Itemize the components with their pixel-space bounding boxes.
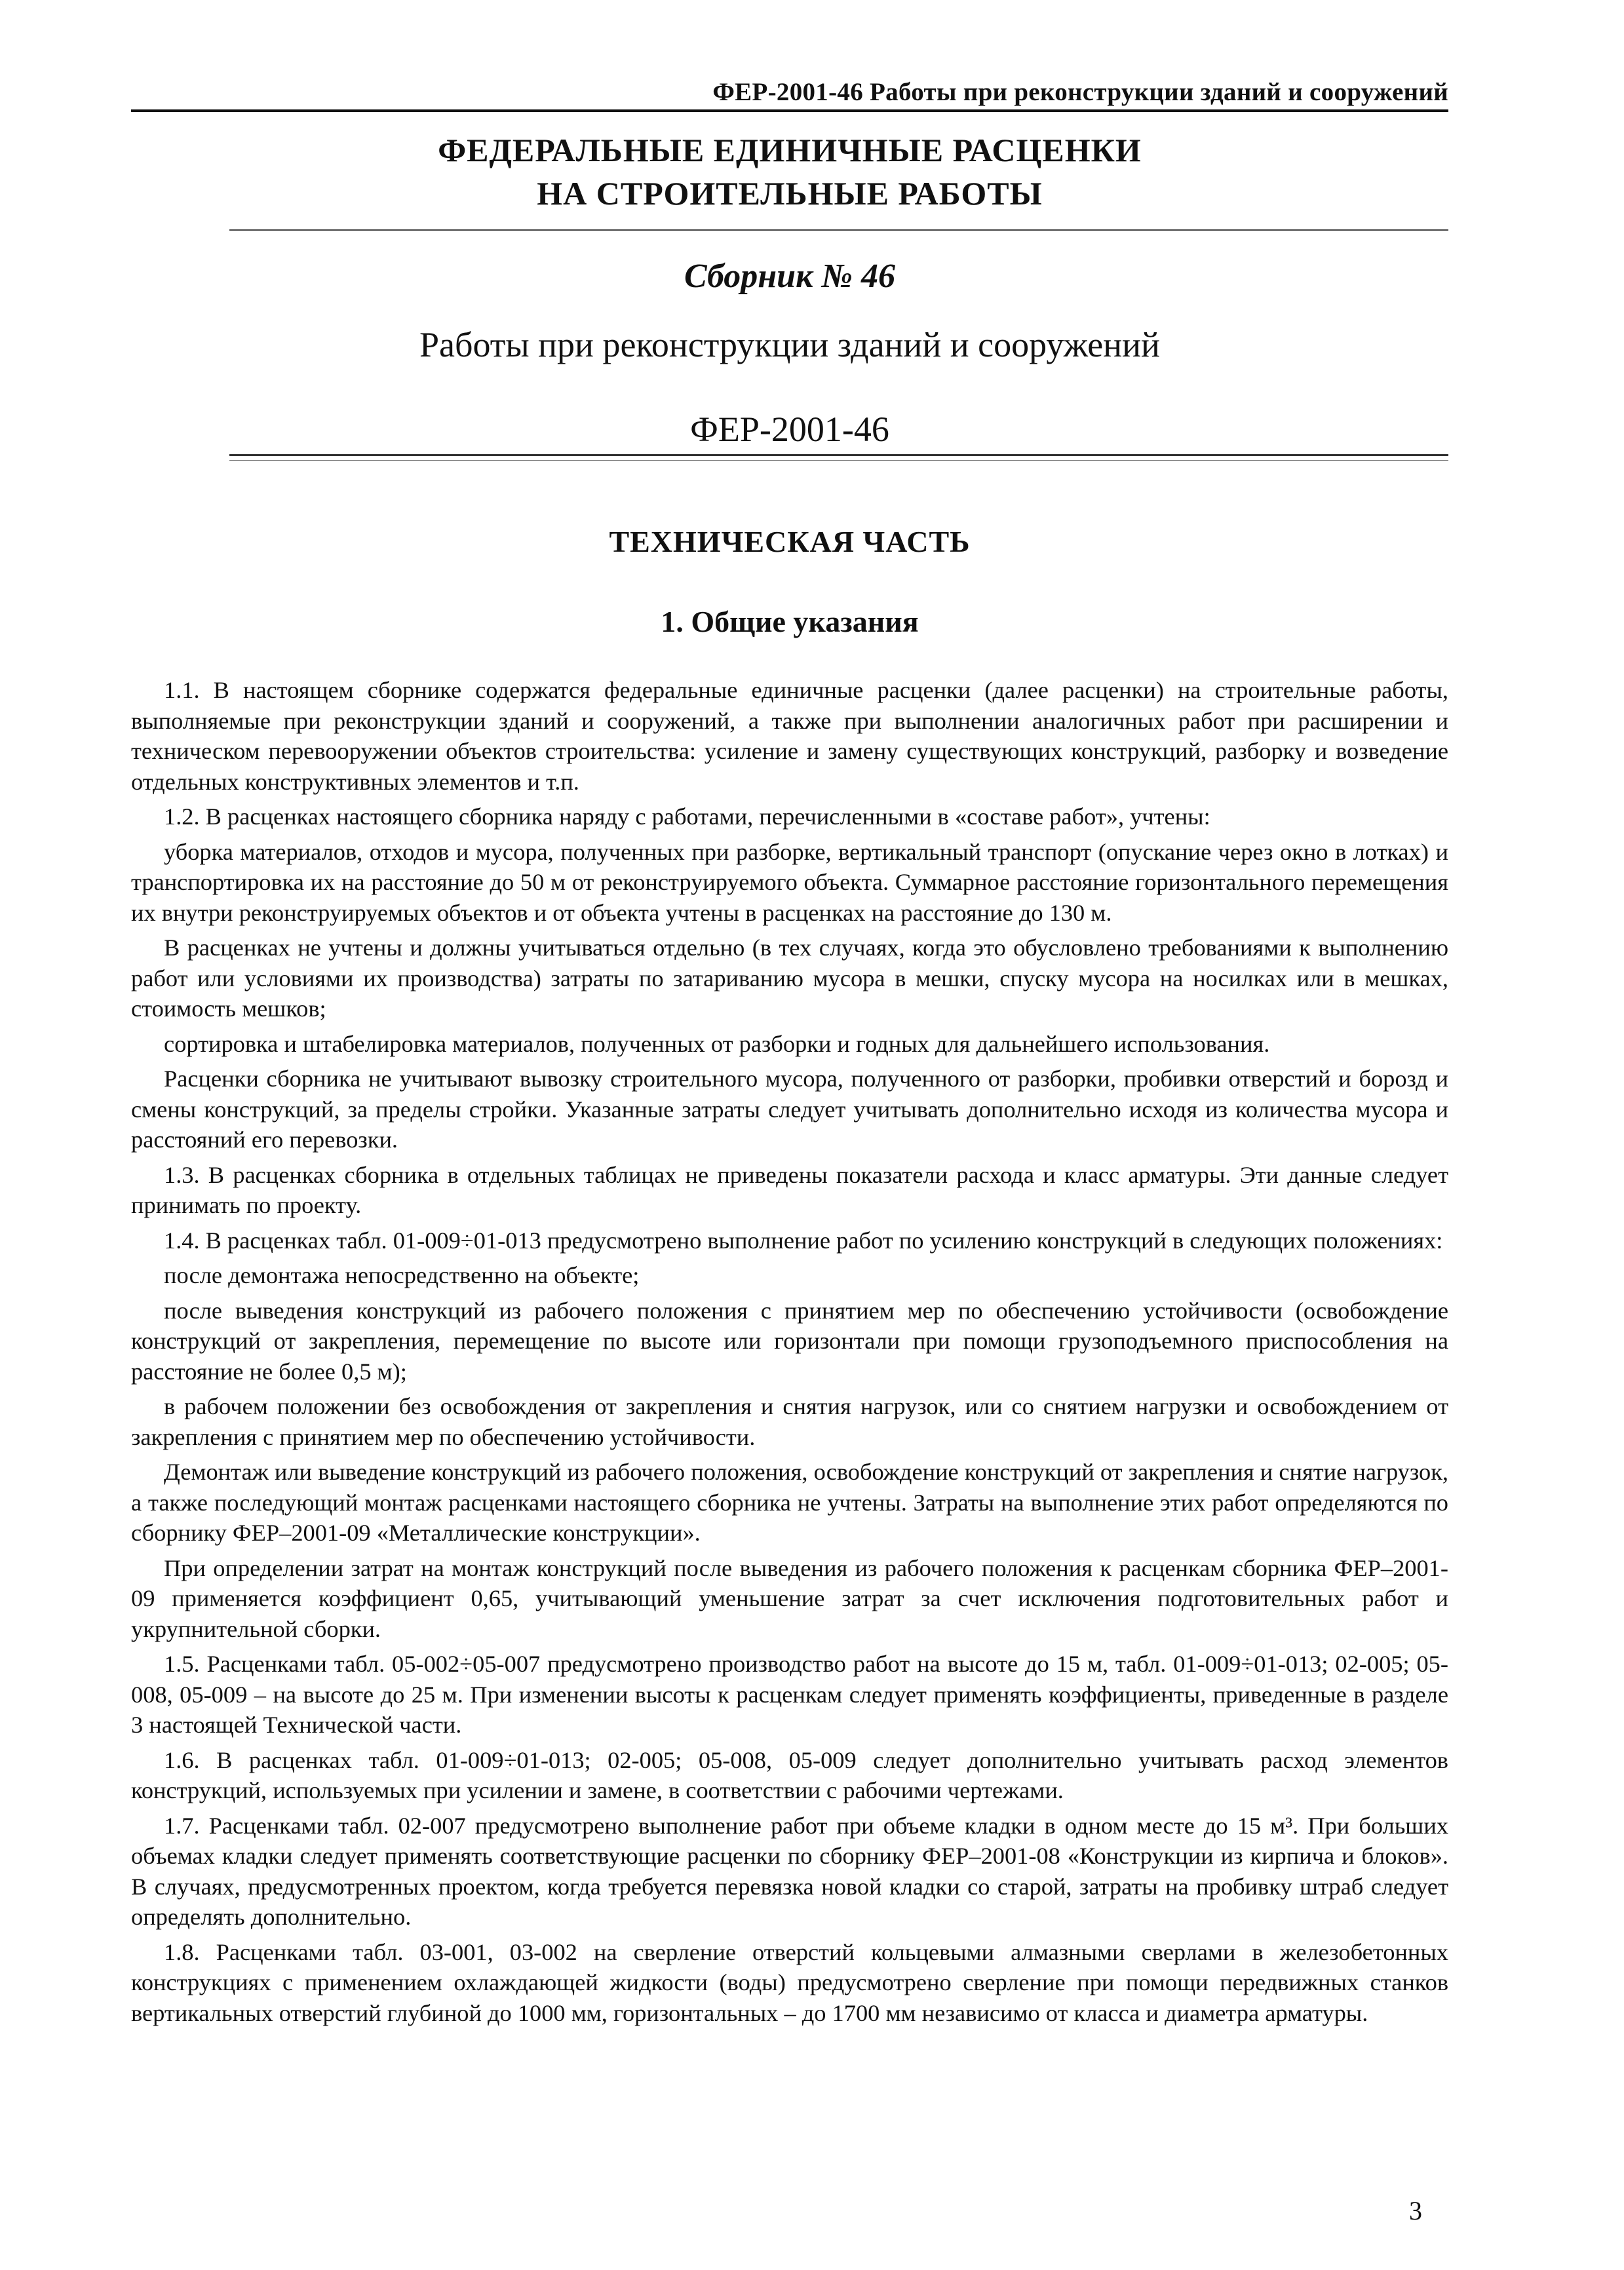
title-line-1: ФЕДЕРАЛЬНЫЕ ЕДИНИЧНЫЕ РАСЦЕНКИ <box>438 132 1142 168</box>
paragraph: 1.4. В расценках табл. 01-009÷01-013 предусмотрено выполнение работ по усилению конструкций в следующих положениях: <box>164 1227 1443 1254</box>
document-title <box>131 128 1448 215</box>
paragraph: 1.1. В настоящем сборнике содержатся федеральные единичные расценки (далее расценки) на строительные работы, выполняемые при реконструкции зданий и сооружений, а также при выполнении аналогичных работ при расширении и техническом перевооружении объектов строительства: усиление и замену существующих конструкций, разборку и возведение отдельных конструктивных элементов и т.п. <box>131 677 1448 795</box>
section-title: ТЕХНИЧЕСКАЯ ЧАСТЬ <box>609 525 971 558</box>
paragraph: 1.6. В расценках табл. 01-009÷01-013; 02-005; 05-008, 05-009 следует дополнительно учитывать расход элементов конструкций, используемых при усилении и замене, в соответствии с рабочими чертежами. <box>131 1746 1448 1803</box>
paragraph: сортировка и штабелировка материалов, полученных от разборки и годных для дальнейшего использования. <box>164 1030 1270 1057</box>
body-text <box>131 675 1448 2033</box>
paragraph: 1.2. В расценках настоящего сборника наряду с работами, перечисленными в «составе работ», учтены: <box>164 803 1210 830</box>
collection-subject: Работы при реконструкции зданий и сооружений <box>419 325 1160 364</box>
collection-number: Сборник № 46 <box>684 258 896 295</box>
paragraph: Демонтаж или выведение конструкций из рабочего положения, освобождение конструкций от закрепления и снятие нагрузок, а также последующий монтаж расценками настоящего сборника не учтены. Затраты на выполнение этих работ определяются по сборнику ФЕР–2001-09 «Металлические конструкции». <box>131 1459 1448 1546</box>
paragraph: Расценки сборника не учитывают вывозку строительного мусора, полученного от разборки, пробивки отверстий и борозд и смены конструкций, за пределы стройки. Указанные затраты следует учитывать дополнительно исходя из количества мусора и расстояний его перевозки. <box>131 1066 1448 1153</box>
paragraph: в рабочем положении без освобождения от закрепления и снятия нагрузок, или со снятием нагрузки и освобождением от закрепления с принятием мер по обеспечению устойчивости. <box>131 1393 1448 1450</box>
paragraph: 1.8. Расценками табл. 03-001, 03-002 на сверление отверстий кольцевыми алмазными сверлами в железобетонных конструкциях с применением охлаждающей жидкости (воды) предусмотрено сверление при помощи передвижных станков вертикальных отверстий глубиной до 1000 мм, горизонтальных – до 1700 мм независимо от класса и диаметра арматуры. <box>131 1938 1448 2026</box>
document-code: ФЕР-2001-46 <box>690 410 889 449</box>
paragraph: 1.7. Расценками табл. 02-007 предусмотрено выполнение работ при объеме кладки в одном месте до 15 м³. При больших объемах кладки следует применять соответствующие расценки по сборнику ФЕР–2001-08 «Конструкции из кирпича и блоков». В случаях, предусмотренных проектом, когда требуется перевязка новой кладки со старой, затраты на пробивку штраб следует определять дополнительно. <box>131 1812 1448 1930</box>
paragraph: При определении затрат на монтаж конструкций после выведения из рабочего положения к расценкам сборника ФЕР–2001-09 применяется коэффициент 0,65, учитывающий уменьшение затрат за счет исключения подготовительных работ и укрупнительной сборки. <box>131 1554 1448 1642</box>
divider <box>229 229 1448 231</box>
running-header: ФЕР-2001-46 Работы при реконструкции зданий и сооружений <box>131 77 1448 112</box>
title-line-2: НА СТРОИТЕЛЬНЫЕ РАБОТЫ <box>537 175 1043 212</box>
subsection-title: 1. Общие указания <box>661 605 919 638</box>
paragraph: после выведения конструкций из рабочего положения с принятием мер по обеспечению устойчивости (освобождение конструкций от закрепления, перемещение по высоте или горизонтали при помощи грузоподъемного приспособления на расстояние не более 0,5 м); <box>131 1297 1448 1385</box>
paragraph: после демонтажа непосредственно на объекте; <box>164 1262 640 1288</box>
page-number: 3 <box>1409 2196 1422 2225</box>
paragraph: 1.3. В расценках сборника в отдельных таблицах не приведены показатели расхода и класс арматуры. Эти данные следует принимать по проекту. <box>131 1161 1448 1218</box>
paragraph: уборка материалов, отходов и мусора, полученных при разборке, вертикальный транспорт (опускание через окно в лотках) и транспортировка их на расстояние до 50 м от реконструируемого объекта. Суммарное расстояние горизонтального перемещения их внутри реконструируемых объектов и от объекта учтены в расценках на расстояние до 130 м. <box>131 838 1448 926</box>
divider <box>229 454 1448 456</box>
paragraph: В расценках не учтены и должны учитываться отдельно (в тех случаях, когда это обусловлено требованиями к выполнению работ или условиями их производства) затраты по затариванию мусора в мешки, спуску мусора на носилках или в мешках, стоимость мешков; <box>131 934 1448 1022</box>
divider <box>229 460 1448 461</box>
paragraph: 1.5. Расценками табл. 05-002÷05-007 предусмотрено производство работ на высоте до 15 м, табл. 01-009÷01-013; 02-005; 05-008, 05-009 – на высоте до 25 м. При изменении высоты к расценкам следует применять коэффициенты, приведенные в разделе 3 настоящей Технической части. <box>131 1651 1448 1738</box>
